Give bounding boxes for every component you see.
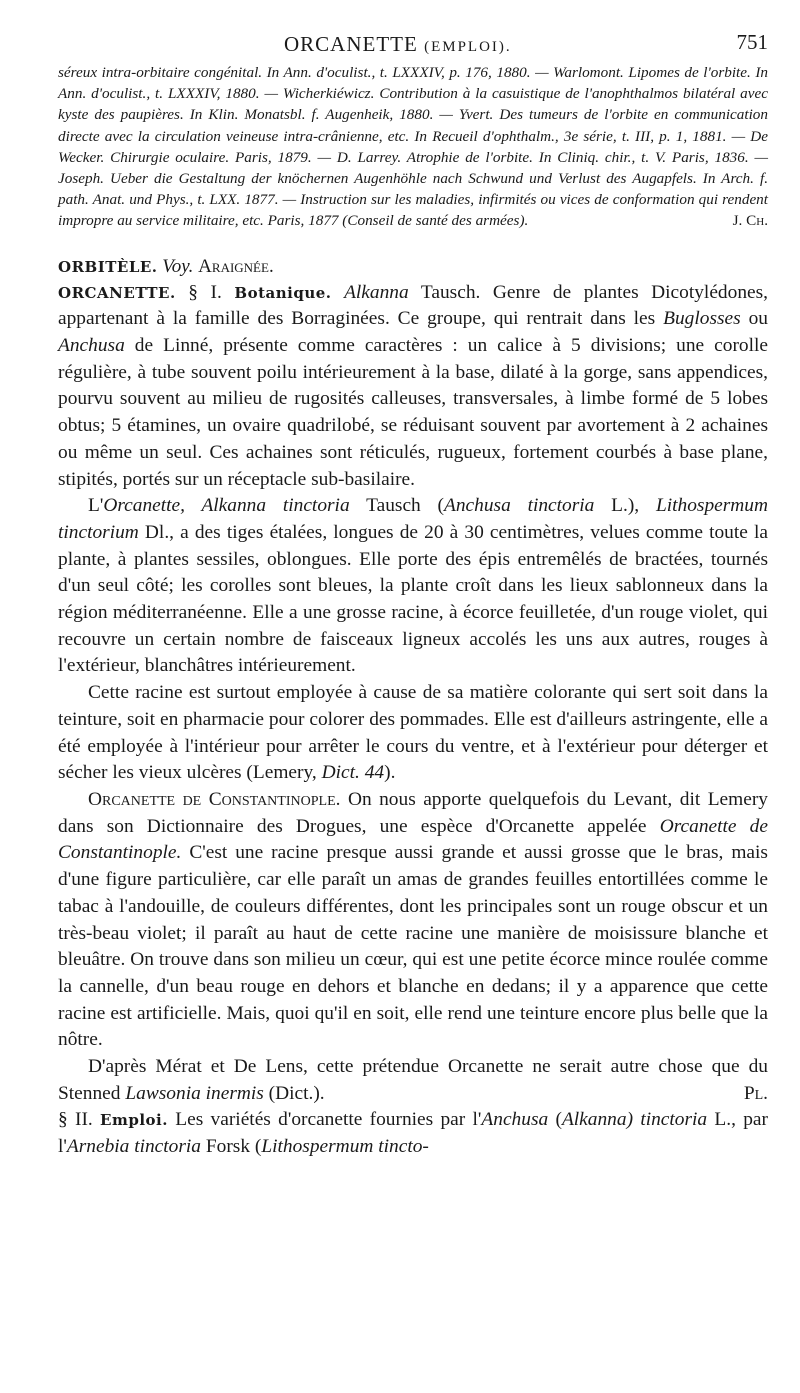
section-mark-1: § I. bbox=[188, 281, 222, 303]
text-run: L.), bbox=[611, 495, 640, 517]
text-run: Tausch ( bbox=[366, 495, 444, 517]
subheading-constantinople: Orcanette de Constantinople. bbox=[88, 788, 341, 810]
bibliography-text: séreux intra-orbitaire congénital. In Ann. d'oculist., t. LXXXIV, p. 176, 1880. — Warlomont. Lipomes de l'orbite. In Ann. d'oculist., t. LXXXIV, 1880. — Wicherkiéwicz. Contribution à la casuistique de l'anophthalmos bilatéral avec kyste des paupières. In Klin. Monatsbl. f. Augenheik, 1880. — Yvert. Des tumeurs de l'orbite en communication directe avec la circulation veineuse intra-crânienne, etc. In Recueil d'ophthalm., 3e série, t. III, p. 1, 1881. — De Wecker. Chirurgie oculaire. Paris, 1879. — D. Larrey. Atrophie de l'orbite. In Cliniq. chir., t. V. Paris, 1836. — Joseph. Ueber die Gestaltung der knöchernen Augenhöhle nach Schwund und Verlust des Augapfels. In Arch. f. path. Anat. und Phys., t. LXX. 1877. — Instruction sur les maladies, infirmités ou vices de conformation qui rendent impropre au service militaire, etc. Paris, 1877 (Conseil de santé des armées). bbox=[58, 64, 768, 230]
text-run: Tausch. Genre de plantes Dicotylédones, appartenant à la famille des Borraginées. Ce groupe, qui rentrait dans les bbox=[58, 281, 769, 330]
taxon-arnebia: Arnebia tinctoria bbox=[66, 1136, 201, 1158]
text-run: L., par l' bbox=[58, 1109, 768, 1158]
bibliography-block bbox=[58, 62, 768, 232]
taxon-anchusa: Anchusa bbox=[58, 335, 125, 357]
running-header bbox=[58, 24, 768, 58]
entry-term-orcanette: ORCANETTE. bbox=[58, 283, 176, 302]
paragraph-description bbox=[58, 493, 768, 680]
author-signature: J. Ch. bbox=[732, 212, 768, 230]
entry-orcanette bbox=[58, 280, 768, 1161]
taxon-alkanna-tinctoria: Orcanette, Alkanna tinctoria bbox=[103, 495, 350, 517]
section-label-emploi: Emploi. bbox=[100, 1111, 168, 1130]
paragraph-usage bbox=[58, 680, 768, 787]
paragraph-constantinople bbox=[58, 787, 768, 1054]
text-run: L' bbox=[88, 495, 104, 517]
text-run: On nous apporte quelquefois du Levant, dit Lemery dans son Dictionnaire des Drogues, une espèce d'Orcanette appelée bbox=[58, 788, 768, 837]
entry-orbitele bbox=[58, 254, 768, 280]
author-signature-pl: Pl. bbox=[743, 1082, 768, 1104]
header-title: ORCANETTE (EMPLOI). bbox=[284, 32, 512, 56]
taxon-anchusa-tinctoria: Anchusa tinctoria bbox=[444, 495, 595, 517]
text-run: de Linné, présente comme caractères : un calice à 5 divisions; une corolle régulière, à tube souvent poilu intérieurement à la base, dilaté à la gorge, sans appendices, pourvu souvent au milieu de rugosités calleuses, transversales, à limbe formé de 5 lobes obtus; 5 étamines, un ovaire quadrilobé, se réduisant souvent par avortement à 2 achaines ou même un seul. Ces achaines sont réticulés, rugueux, fortement courbés à base plane, stipités, portés sur un réceptacle sub-basilaire. bbox=[58, 335, 768, 490]
taxon-lithospermum: Lithospermum tinctorium bbox=[58, 495, 768, 543]
taxon-lawsonia: Lawsonia inermis bbox=[125, 1082, 264, 1104]
taxon-anchusa: Anchusa bbox=[481, 1109, 549, 1131]
text-run: (Dict.). bbox=[268, 1082, 325, 1104]
see-also-link[interactable]: Araignée. bbox=[198, 255, 274, 277]
text-run: Dl., a des tiges étalées, longues de 20 à 30 centimètres, velues comme toute la plante, à plantes sessiles, oblongues. Elle porte des épis entremêlés de bractées, tournés d'un seul côté; les corolles sont bleues, la plante croît dans les lieux sablonneux dans la région méditerranéenne. Elle a une grosse racine, à écorce feuilletée, d'un rouge violet, qui recouvre un certain nombre de faisceaux ligneux accolés les uns aux autres, rouges à l'extérieur, blanchâtres intérieurement. bbox=[58, 521, 768, 677]
paragraph-botanique bbox=[58, 280, 768, 494]
text-run: D'après Mérat et De Lens, cette prétendue Orcanette ne serait autre chose que du Stenned bbox=[58, 1056, 768, 1104]
text-run: ( bbox=[555, 1109, 562, 1131]
taxon-lithospermum-2: Lithospermum tincto- bbox=[261, 1136, 429, 1158]
text-run: Cette racine est surtout employée à cause de sa matière colorante qui sert soit dans la teinture, soit en pharmacie pour colorer des pommades. Elle est d'ailleurs astringente, elle a été employée à l'intérieur pour arrêter le cours du ventre, et à l'extérieur pour déterger et sécher les vieux ulcères (Lemery, bbox=[58, 682, 768, 784]
page-number: 751 bbox=[736, 30, 768, 54]
taxon-alkanna: Alkanna) tinctoria bbox=[561, 1109, 708, 1131]
section-mark-2: § II. bbox=[58, 1109, 93, 1131]
header-subtitle: (EMPLOI). bbox=[424, 39, 512, 55]
text-run: Forsk ( bbox=[205, 1136, 262, 1158]
taxon-orcanette-constantinople: Orcanette de Constantinople. bbox=[58, 815, 768, 864]
taxon-buglosses: Buglosses bbox=[663, 308, 741, 330]
paragraph-merat bbox=[58, 1054, 768, 1107]
text-run: ). bbox=[384, 762, 396, 784]
text-run: ou bbox=[748, 308, 768, 330]
citation-dict: Dict. 44 bbox=[321, 762, 385, 784]
paragraph-emploi bbox=[58, 1107, 768, 1160]
text-run: Les variétés d'orcanette fournies par l' bbox=[175, 1109, 482, 1131]
section-label-botanique: Botanique. bbox=[234, 283, 332, 302]
entry-term-orbitele: ORBITÈLE. bbox=[58, 257, 158, 276]
genus-name: Alkanna bbox=[344, 281, 409, 303]
page bbox=[58, 24, 768, 1161]
text-run: C'est une racine presque aussi grande et aussi grosse que le bras, mais d'une figure particulière, car elle paraît un amas de grandes feuilles entortillées comme le tabac à l'andouille, de couleurs différentes, dont les principales sont un rouge obscur et un très-beau violet; il paraît au haut de cette racine une manière de moisissure blanche et bleuâtre. On trouve dans son milieu un cœur, qui est une petite écorce mince roulée comme la cannelle, d'un beau rouge en dehors et blanche en dedans; il y a apparence que cette racine est artificielle. Mais, quoi qu'il en soit, elle rend une teinture encore plus belle que la nôtre. bbox=[58, 842, 768, 1051]
see-also-label: Voy. bbox=[162, 255, 194, 277]
